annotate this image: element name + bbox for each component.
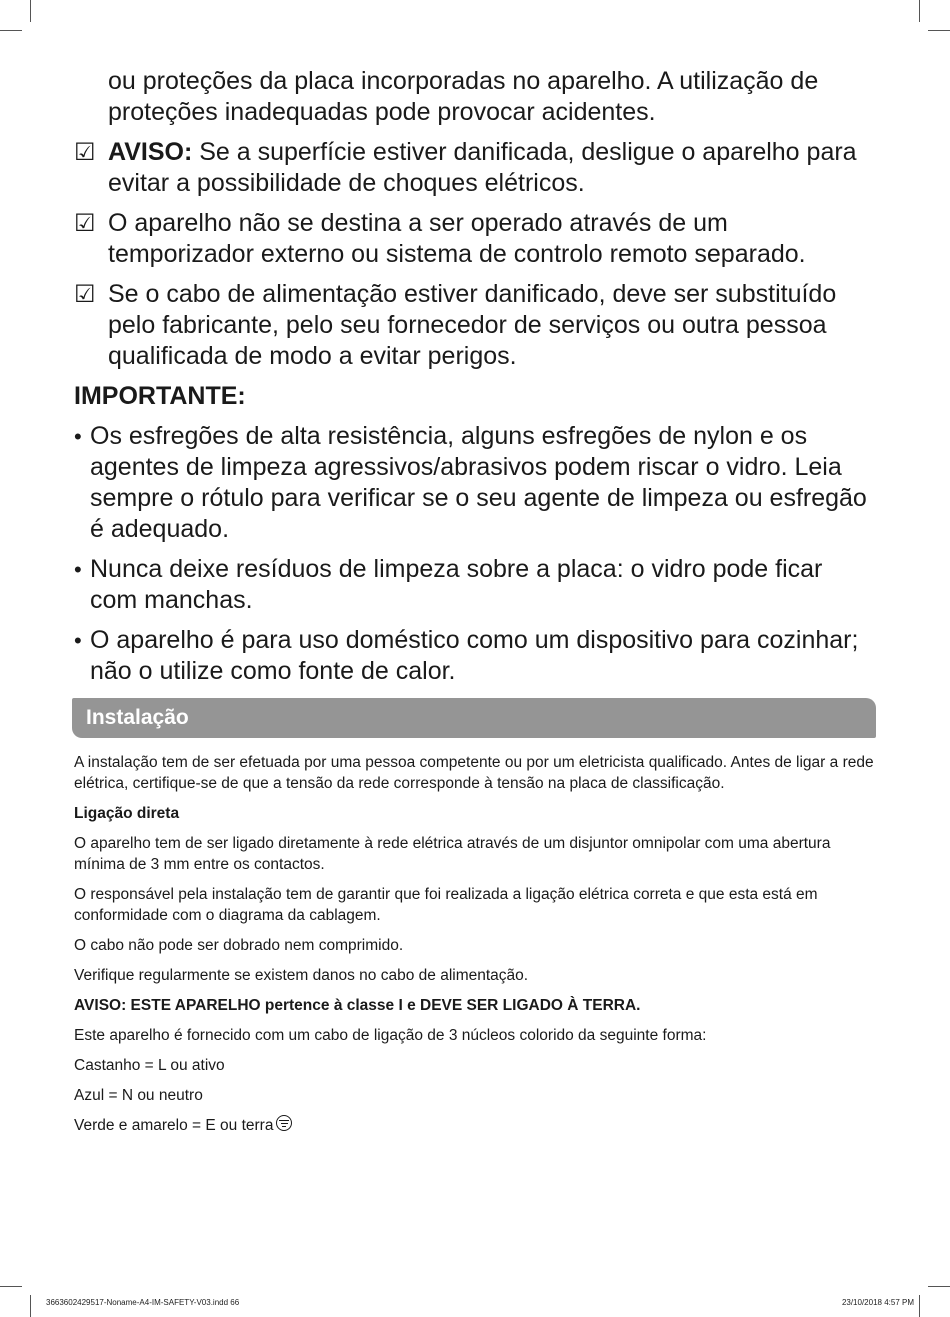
check-item-text: Se o cabo de alimentação estiver danificado, deve ser substituído pelo fabricante, pelo seu fornecedor de serviços ou outra pessoa qualificada de modo a evitar perigos. xyxy=(108,280,837,370)
earth-ground-icon xyxy=(276,1115,292,1131)
cable-intro: Este aparelho é fornecido com um cabo de ligação de 3 núcleos colorido da seguinte forma: xyxy=(74,1027,707,1044)
wire-blue: Azul = N ou neutro xyxy=(74,1087,203,1104)
crop-mark xyxy=(919,0,920,22)
crop-mark xyxy=(928,30,950,31)
direct-connection-heading: Ligação direta xyxy=(74,805,180,822)
checkbox-icon: ☑ xyxy=(74,281,96,308)
crop-mark xyxy=(919,1295,920,1317)
bullet-text: Os esfregões de alta resistência, alguns esfregões de nylon e os agentes de limpeza agressivos/abrasivos podem riscar o vidro. Leia sempre o rótulo para verificar se o seu agente de limpeza ou esfregão é adequado. xyxy=(90,422,867,543)
bullet-text: Nunca deixe resíduos de limpeza sobre a placa: o vidro pode ficar com manchas. xyxy=(90,555,823,614)
crop-mark xyxy=(928,1286,950,1287)
earthing-warning: AVISO: ESTE APARELHO pertence à classe I e DEVE SER LIGADO À TERRA. xyxy=(74,997,641,1014)
wire-green-yellow: Verde e amarelo = E ou terra xyxy=(74,1115,884,1136)
crop-mark xyxy=(0,1286,22,1287)
checkbox-icon: ☑ xyxy=(74,210,96,237)
check-item-text: AVISO: Se a superfície estiver danificada, desligue o aparelho para evitar a possibilidade de choques elétricos. xyxy=(108,138,857,197)
bullet-item xyxy=(74,421,874,545)
bullet-icon: • xyxy=(74,628,82,653)
bullet-text: O aparelho é para uso doméstico como um dispositivo para cozinhar; não o utilize como fonte de calor. xyxy=(90,626,859,685)
crop-mark xyxy=(30,0,31,22)
crop-mark xyxy=(30,1295,31,1317)
installation-section xyxy=(74,752,884,1145)
footer-file-info: 3663602429517-Noname-A4-IM-SAFETY-V03.indd 66 xyxy=(46,1298,240,1307)
warning-label: AVISO: xyxy=(108,138,193,166)
importante-heading: IMPORTANTE: xyxy=(74,382,246,410)
bullet-item xyxy=(74,554,874,616)
safety-section xyxy=(74,66,874,696)
bullet-icon: • xyxy=(74,557,82,582)
check-item xyxy=(74,279,874,372)
crop-mark xyxy=(0,30,22,31)
bullet-item xyxy=(74,625,874,687)
bullet-icon: • xyxy=(74,424,82,449)
footer-timestamp: 23/10/2018 4:57 PM xyxy=(841,1298,914,1307)
section-title: Instalação xyxy=(86,706,189,729)
paragraph: O aparelho tem de ser ligado diretamente à rede elétrica através de um disjuntor omnipolar com uma abertura mínima de 3 mm entre os contactos. xyxy=(74,835,831,873)
paragraph: Verifique regularmente se existem danos no cabo de alimentação. xyxy=(74,967,529,984)
check-item xyxy=(74,137,874,199)
install-intro: A instalação tem de ser efetuada por uma pessoa competente ou por um eletricista qualificado. Antes de ligar a rede elétrica, certifique-se de que a tensão da rede corresponde à tensão na placa de classificação. xyxy=(74,754,874,792)
check-item-text: O aparelho não se destina a ser operado através de um temporizador externo ou sistema de controlo remoto separado. xyxy=(108,209,806,268)
section-header-bar xyxy=(72,698,876,738)
wire-brown: Castanho = L ou ativo xyxy=(74,1057,225,1074)
paragraph: O cabo não pode ser dobrado nem comprimido. xyxy=(74,937,404,954)
checkbox-icon: ☑ xyxy=(74,139,96,166)
check-item xyxy=(74,208,874,270)
continuation-text: ou proteções da placa incorporadas no aparelho. A utilização de proteções inadequadas pode provocar acidentes. xyxy=(108,67,819,126)
paragraph: O responsável pela instalação tem de garantir que foi realizada a ligação elétrica correta e que esta está em conformidade com o diagrama da cablagem. xyxy=(74,886,818,924)
